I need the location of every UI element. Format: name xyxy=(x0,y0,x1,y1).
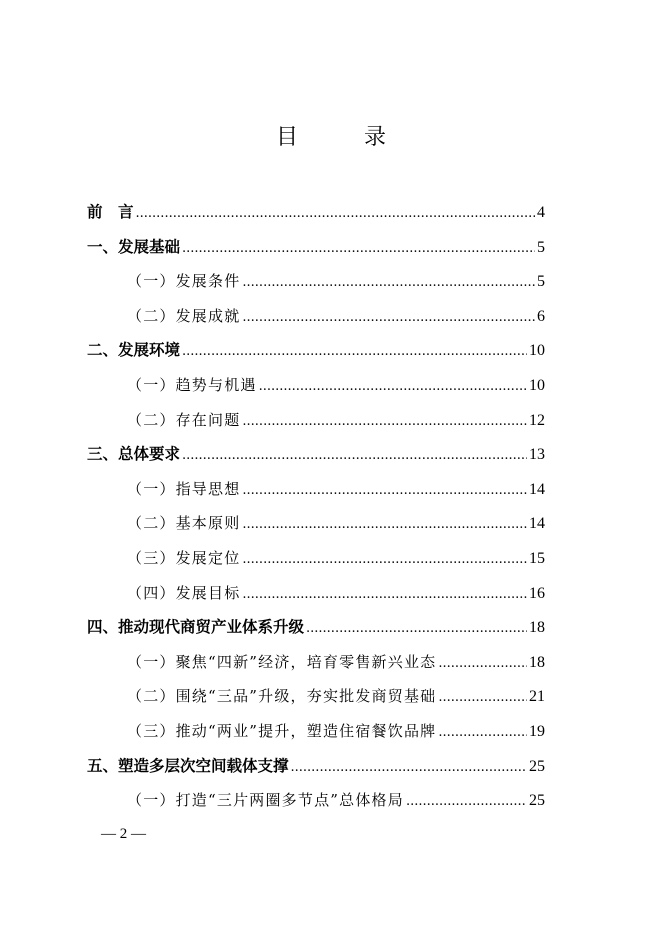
toc-entry-label: （四）发展目标 xyxy=(127,583,241,602)
toc-entry-label: 前 言 xyxy=(87,203,134,221)
toc-entry-label: 五、塑造多层次空间载体支撑 xyxy=(87,756,289,775)
toc-entry-page: 13 xyxy=(529,446,545,464)
toc-entry-page: 21 xyxy=(529,688,545,706)
toc-entry-page: 25 xyxy=(529,792,545,810)
toc-entry[interactable] xyxy=(87,304,545,339)
dot-leader xyxy=(136,201,535,226)
toc-entry-page: 5 xyxy=(537,273,545,291)
toc-entry-page: 12 xyxy=(529,411,545,429)
toc-entry[interactable] xyxy=(87,615,545,650)
dot-leader xyxy=(291,755,527,780)
toc-entry[interactable] xyxy=(87,269,545,304)
dot-leader xyxy=(242,409,527,434)
toc-entry-label: （三）发展定位 xyxy=(127,548,241,567)
toc-entry-page: 6 xyxy=(537,307,545,325)
toc-entry-label: 一、发展基础 xyxy=(87,237,181,256)
toc-entry-page: 5 xyxy=(537,238,545,256)
toc-entry-page: 25 xyxy=(529,757,545,775)
toc-entry[interactable] xyxy=(87,581,545,616)
toc-entry[interactable] xyxy=(87,408,545,443)
toc-entry-label: （二）基本原则 xyxy=(127,514,241,533)
toc-entry-label: （二）围绕“三品”升级，夯实批发商贸基础 xyxy=(127,687,437,706)
dot-leader xyxy=(406,789,527,814)
toc-entry-page: 16 xyxy=(529,584,545,602)
toc-entry-label: （一）聚焦“四新”经济，培育零售新兴业态 xyxy=(127,652,437,671)
toc-entry-label: （一）发展条件 xyxy=(127,272,241,291)
dot-leader xyxy=(242,547,527,572)
table-of-contents xyxy=(87,200,545,823)
dot-leader xyxy=(306,616,527,641)
toc-entry-label: 二、发展环境 xyxy=(87,341,181,360)
dot-leader xyxy=(438,720,527,745)
toc-entry-label: （三）推动“两业”提升，塑造住宿餐饮品牌 xyxy=(127,721,437,740)
toc-entry[interactable] xyxy=(87,511,545,546)
toc-entry[interactable] xyxy=(87,684,545,719)
toc-entry-page: 14 xyxy=(529,480,545,498)
page-title: 目 录 xyxy=(275,125,408,150)
dot-leader xyxy=(182,339,527,364)
toc-entry-page: 18 xyxy=(529,619,545,637)
dot-leader xyxy=(242,512,527,537)
toc-entry-label: （二）存在问题 xyxy=(127,410,241,429)
toc-entry-page: 10 xyxy=(529,376,545,394)
toc-entry-label: 四、推动现代商贸产业体系升级 xyxy=(87,618,305,637)
toc-entry-label: 三、总体要求 xyxy=(87,445,181,464)
dot-leader xyxy=(438,651,527,676)
toc-entry-page: 14 xyxy=(529,515,545,533)
toc-entry-page: 15 xyxy=(529,549,545,567)
toc-entry[interactable] xyxy=(87,788,545,823)
toc-entry[interactable] xyxy=(87,442,545,477)
toc-entry[interactable] xyxy=(87,719,545,754)
dot-leader xyxy=(242,478,527,503)
toc-entry[interactable] xyxy=(87,477,545,512)
toc-entry[interactable] xyxy=(87,235,545,270)
toc-entry-label: （二）发展成就 xyxy=(127,306,241,325)
dot-leader xyxy=(242,305,535,330)
toc-entry[interactable] xyxy=(87,373,545,408)
toc-entry-page: 4 xyxy=(537,204,545,221)
toc-entry[interactable] xyxy=(87,754,545,789)
toc-entry[interactable] xyxy=(87,546,545,581)
toc-entry-page: 19 xyxy=(529,722,545,740)
toc-entry-label: （一）指导思想 xyxy=(127,479,241,498)
toc-entry[interactable] xyxy=(87,338,545,373)
dot-leader xyxy=(182,236,535,261)
dot-leader xyxy=(259,374,527,399)
toc-entry[interactable] xyxy=(87,650,545,685)
page-number-footer: — 2 — xyxy=(101,826,146,842)
dot-leader xyxy=(182,443,527,468)
toc-entry[interactable] xyxy=(87,200,545,235)
toc-entry-page: 10 xyxy=(529,342,545,360)
dot-leader xyxy=(242,270,535,295)
toc-entry-label: （一）趋势与机遇 xyxy=(127,375,257,394)
toc-entry-page: 18 xyxy=(529,653,545,671)
dot-leader xyxy=(242,582,527,607)
dot-leader xyxy=(438,685,527,710)
toc-entry-label: （一）打造“三片两圈多节点”总体格局 xyxy=(127,791,404,810)
